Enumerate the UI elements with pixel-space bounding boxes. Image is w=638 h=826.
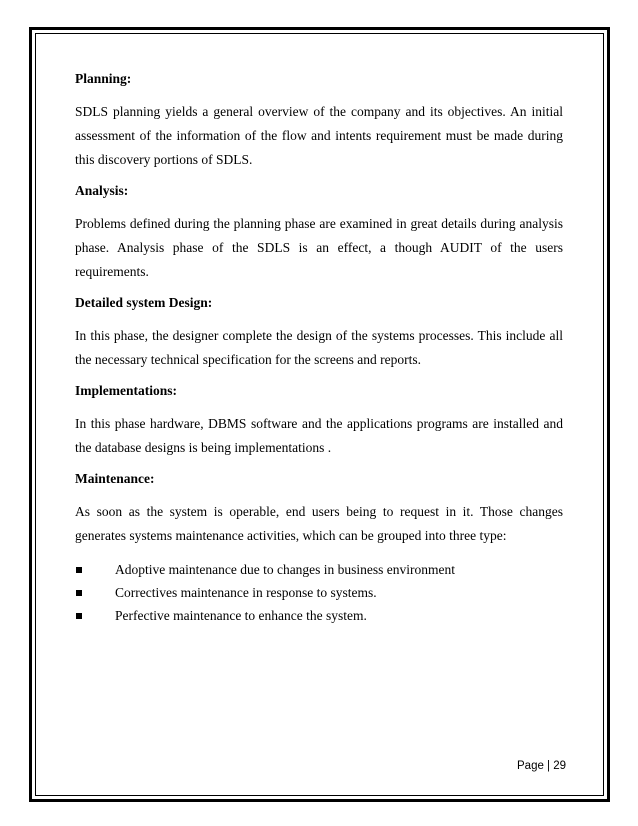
heading-detailed-design: Detailed system Design: [75, 295, 213, 310]
page-number: Page | 29 [517, 760, 567, 772]
list-item [75, 604, 563, 627]
square-bullet-icon [75, 558, 115, 581]
document-body [75, 70, 563, 627]
paragraph-detailed-design: In this phase, the designer complete the design of the systems processes. This include all the necessary technical specification for the screens and reports. [75, 328, 563, 367]
paragraph-analysis: Problems defined during the planning phase are examined in great details during analysis phase. Analysis phase of the SDLS is an effect, a though AUDIT of the users requirements. [75, 216, 563, 279]
heading-analysis: Analysis: [75, 183, 129, 198]
list-item-text: Correctives maintenance in response to systems. [115, 585, 377, 600]
square-bullet-icon [75, 604, 115, 627]
heading-planning: Planning: [75, 71, 132, 86]
paragraph-implementations: In this phase hardware, DBMS software and the applications programs are installed and the database designs is being implementations . [75, 416, 563, 455]
heading-maintenance: Maintenance: [75, 471, 155, 486]
list-item [75, 581, 563, 604]
square-bullet-icon [75, 581, 115, 604]
heading-implementations: Implementations: [75, 383, 177, 398]
paragraph-maintenance: As soon as the system is operable, end users being to request in it. Those changes generates systems maintenance activities, which can be grouped into three type: [75, 504, 563, 543]
list-item-text: Perfective maintenance to enhance the system. [115, 608, 367, 623]
list-item [75, 558, 563, 581]
paragraph-planning: SDLS planning yields a general overview of the company and its objectives. An initial assessment of the information of the flow and intents requirement must be made during this discovery portions of SDLS. [75, 104, 563, 167]
list-item-text: Adoptive maintenance due to changes in business environment [115, 562, 456, 577]
maintenance-types-list [75, 558, 563, 627]
